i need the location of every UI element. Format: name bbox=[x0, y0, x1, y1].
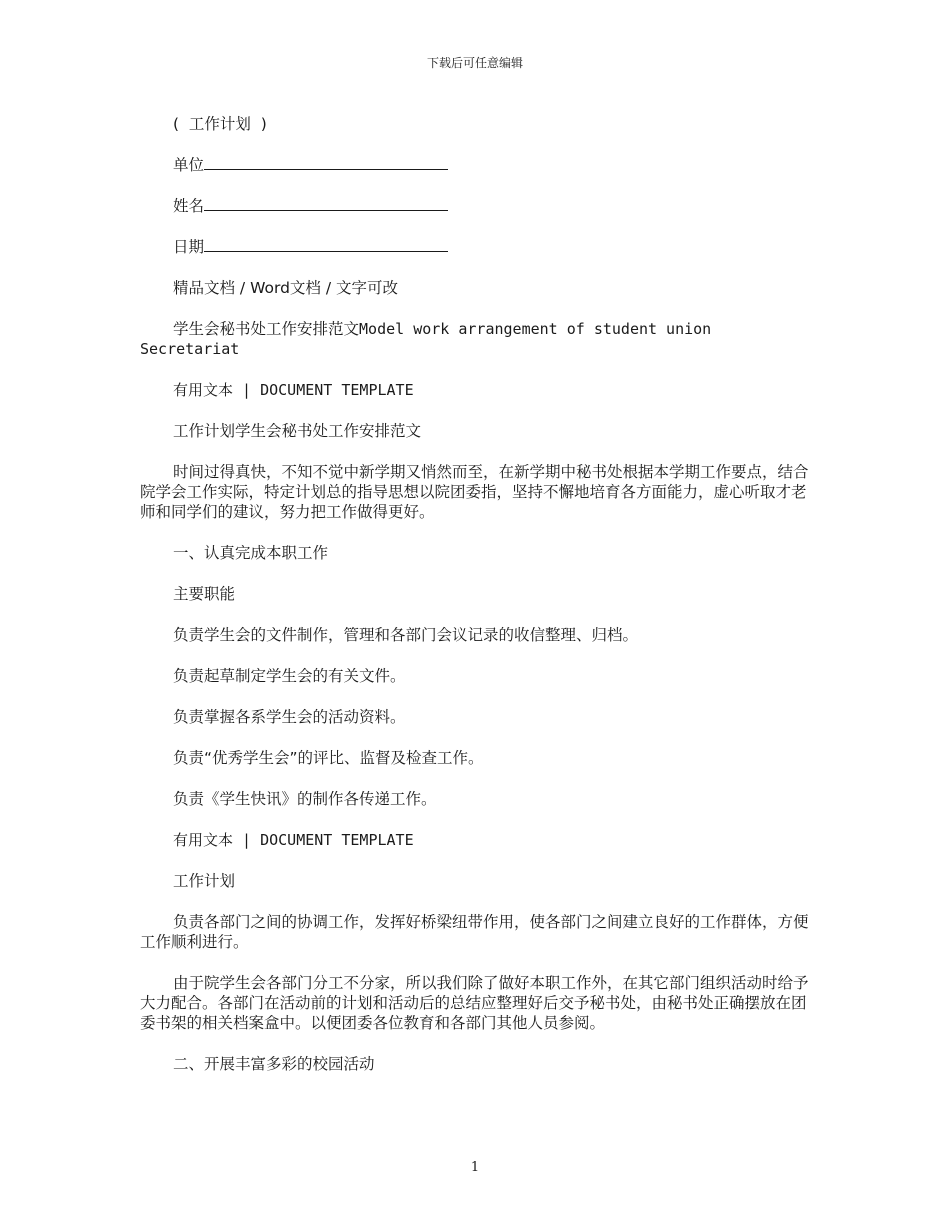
duty-item: 负责学生会的文件制作，管理和各部门会议记录的收信整理、归档。 bbox=[173, 626, 639, 644]
document-body bbox=[140, 114, 812, 1095]
duty-item: 负责掌握各系学生会的活动资料。 bbox=[173, 708, 406, 726]
date-label: 日期 bbox=[173, 238, 205, 256]
intro-paragraph: 时间过得真快，不知不觉中新学期又悄然而至，在新学期中秘书处根据本学期工作要点，结合院学会工作实际，特定计划总的指导思想以院团委指，坚持不懈地培育各方面能力，虚心听取才老师和同学们的建议，努力把工作做得更好。 bbox=[140, 463, 809, 521]
subtitle: 工作计划学生会秘书处工作安排范文 bbox=[173, 422, 422, 440]
name-label: 姓名 bbox=[173, 197, 205, 215]
document-title bbox=[140, 319, 812, 359]
category-line: ( 工作计划 ) bbox=[173, 115, 267, 133]
header-note: 下载后可任意编辑 bbox=[426, 56, 523, 70]
unit-field bbox=[140, 155, 812, 175]
template-label: 有用文本 | DOCUMENT TEMPLATE bbox=[173, 831, 414, 849]
date-field bbox=[140, 237, 812, 257]
title-zh: 学生会秘书处工作安排范文 bbox=[173, 320, 360, 338]
section-heading-1: 一、认真完成本职工作 bbox=[173, 544, 329, 562]
duty-item: 负责《学生快讯》的制作各传递工作。 bbox=[173, 790, 437, 808]
unit-label: 单位 bbox=[173, 156, 205, 174]
main-duties-heading: 主要职能 bbox=[173, 585, 236, 603]
name-field bbox=[140, 196, 812, 216]
duty-item: 负责起草制定学生会的有关文件。 bbox=[173, 667, 406, 685]
duty-item: 负责“优秀学生会”的评比、监督及检查工作。 bbox=[173, 749, 484, 767]
template-label: 有用文本 | DOCUMENT TEMPLATE bbox=[173, 381, 414, 399]
name-blank bbox=[204, 196, 448, 211]
tagline: 精品文档 / Word文档 / 文字可改 bbox=[173, 279, 398, 297]
work-plan-heading: 工作计划 bbox=[173, 872, 236, 890]
title-en: Model work arrangement of student union Secretariat bbox=[140, 320, 721, 358]
plan-paragraph: 负责各部门之间的协调工作，发挥好桥梁纽带作用，使各部门之间建立良好的工作群体，方便工作顺利进行。 bbox=[140, 913, 809, 951]
unit-blank bbox=[204, 155, 448, 170]
plan-paragraph: 由于院学生会各部门分工不分家，所以我们除了做好本职工作外，在其它部门组织活动时给予大力配合。各部门在活动前的计划和活动后的总结应整理好后交予秘书处，由秘书处正确摆放在团委书架的相关档案盒中。以便团委各位教育和各部门其他人员参阅。 bbox=[140, 974, 809, 1032]
page-number: 1 bbox=[470, 1160, 480, 1175]
section-heading-2: 二、开展丰富多彩的校园活动 bbox=[173, 1055, 375, 1073]
date-blank bbox=[204, 237, 448, 252]
